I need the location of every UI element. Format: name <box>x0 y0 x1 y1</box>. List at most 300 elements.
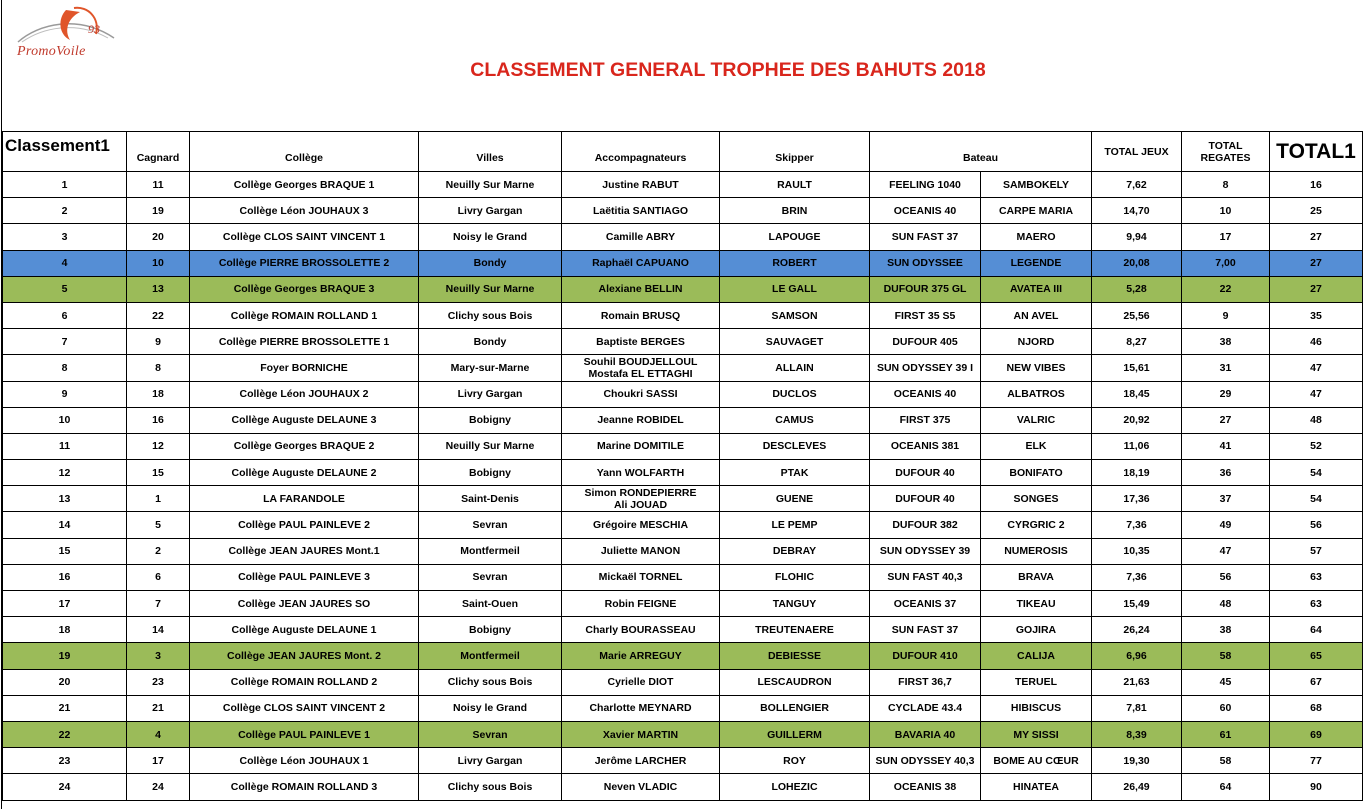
accompagnateur-cell <box>562 198 720 224</box>
rank-cell: 9 <box>3 381 127 407</box>
bateau-modele-cell: SUN ODYSSEY 39 I <box>870 355 981 381</box>
bateau-nom-cell: NJORD <box>981 329 1092 355</box>
skipper-cell: SAMSON <box>720 302 870 328</box>
total-jeux-cell: 10,35 <box>1092 538 1182 564</box>
cagnard-cell: 16 <box>127 407 190 433</box>
total-regates-cell: 38 <box>1182 329 1270 355</box>
rank-cell: 10 <box>3 407 127 433</box>
accompagnateur-cell <box>562 748 720 774</box>
accompagnateur-name: Mostafa EL ETTAGHI <box>588 367 693 380</box>
table-row <box>3 329 1363 355</box>
skipper-cell: LAPOUGE <box>720 224 870 250</box>
total1-cell: 69 <box>1270 721 1363 747</box>
table-row <box>3 460 1363 486</box>
bateau-modele-cell: SUN ODYSSEY 39 <box>870 538 981 564</box>
total-regates-cell: 8 <box>1182 172 1270 198</box>
total1-cell: 57 <box>1270 538 1363 564</box>
cagnard-cell: 22 <box>127 302 190 328</box>
skipper-cell: LE PEMP <box>720 512 870 538</box>
accompagnateur-cell <box>562 460 720 486</box>
table-row <box>3 564 1363 590</box>
bateau-modele-cell: FEELING 1040 <box>870 172 981 198</box>
accompagnateur-name: Mickaël TORNEL <box>598 571 683 584</box>
total1-cell: 47 <box>1270 355 1363 381</box>
ville-cell: Clichy sous Bois <box>419 669 562 695</box>
cagnard-cell: 18 <box>127 381 190 407</box>
ville-cell: Bobigny <box>419 617 562 643</box>
skipper-cell: GUILLERM <box>720 721 870 747</box>
bateau-nom-cell: BRAVA <box>981 564 1092 590</box>
accompagnateur-cell <box>562 486 720 512</box>
total-jeux-cell: 19,30 <box>1092 748 1182 774</box>
total-jeux-cell: 14,70 <box>1092 198 1182 224</box>
cagnard-cell: 8 <box>127 355 190 381</box>
rank-cell: 6 <box>3 302 127 328</box>
total1-cell: 63 <box>1270 564 1363 590</box>
bateau-modele-cell: DUFOUR 382 <box>870 512 981 538</box>
rank-cell: 1 <box>3 172 127 198</box>
rank-cell: 18 <box>3 617 127 643</box>
bateau-modele-cell: SUN ODYSSEE <box>870 250 981 276</box>
cagnard-cell: 7 <box>127 591 190 617</box>
rank-cell: 2 <box>3 198 127 224</box>
total-regates-cell: 61 <box>1182 721 1270 747</box>
cagnard-cell: 12 <box>127 433 190 459</box>
total1-cell: 65 <box>1270 643 1363 669</box>
rank-cell: 8 <box>3 355 127 381</box>
total-regates-cell: 7,00 <box>1182 250 1270 276</box>
accompagnateur-name: Xavier MARTIN <box>602 728 679 741</box>
table-row <box>3 224 1363 250</box>
rank-cell: 24 <box>3 774 127 800</box>
college-cell: Collège CLOS SAINT VINCENT 2 <box>190 695 419 721</box>
table-row <box>3 538 1363 564</box>
college-cell: LA FARANDOLE <box>190 486 419 512</box>
rank-cell: 23 <box>3 748 127 774</box>
cagnard-cell: 5 <box>127 512 190 538</box>
total-regates-cell: 29 <box>1182 381 1270 407</box>
total1-cell: 67 <box>1270 669 1363 695</box>
accompagnateur-cell <box>562 355 720 381</box>
total-jeux-cell: 6,96 <box>1092 643 1182 669</box>
accompagnateur-cell <box>562 669 720 695</box>
rank-cell: 19 <box>3 643 127 669</box>
bateau-modele-cell: DUFOUR 375 GL <box>870 276 981 302</box>
table-row <box>3 512 1363 538</box>
header-skipper: Skipper <box>720 132 870 172</box>
total-regates-cell: 22 <box>1182 276 1270 302</box>
college-cell: Collège PIERRE BROSSOLETTE 2 <box>190 250 419 276</box>
table-row <box>3 381 1363 407</box>
college-cell: Collège Georges BRAQUE 1 <box>190 172 419 198</box>
accompagnateur-cell <box>562 172 720 198</box>
total1-cell: 47 <box>1270 381 1363 407</box>
college-cell: Foyer BORNICHE <box>190 355 419 381</box>
total-jeux-cell: 26,49 <box>1092 774 1182 800</box>
total1-cell: 54 <box>1270 486 1363 512</box>
skipper-cell: LESCAUDRON <box>720 669 870 695</box>
accompagnateur-cell <box>562 381 720 407</box>
header-bateau: Bateau <box>870 132 1092 172</box>
total-jeux-cell: 7,62 <box>1092 172 1182 198</box>
bateau-nom-cell: CARPE MARIA <box>981 198 1092 224</box>
accompagnateur-cell <box>562 224 720 250</box>
rank-cell: 5 <box>3 276 127 302</box>
total-regates-cell: 10 <box>1182 198 1270 224</box>
table-row <box>3 433 1363 459</box>
accompagnateur-name: Marine DOMITILE <box>597 440 684 453</box>
total1-cell: 64 <box>1270 617 1363 643</box>
total1-cell: 56 <box>1270 512 1363 538</box>
skipper-cell: DUCLOS <box>720 381 870 407</box>
skipper-cell: BRIN <box>720 198 870 224</box>
header-total-regates <box>1182 132 1270 172</box>
bateau-nom-cell: NEW VIBES <box>981 355 1092 381</box>
bateau-modele-cell: FIRST 35 S5 <box>870 302 981 328</box>
total-jeux-cell: 8,39 <box>1092 721 1182 747</box>
total-regates-cell: 37 <box>1182 486 1270 512</box>
rank-cell: 13 <box>3 486 127 512</box>
table-row <box>3 302 1363 328</box>
bateau-modele-cell: SUN FAST 37 <box>870 224 981 250</box>
logo-number: 93 <box>88 22 100 36</box>
table-row <box>3 748 1363 774</box>
total-regates-cell: 48 <box>1182 591 1270 617</box>
accompagnateur-name: Yann WOLFARTH <box>596 466 685 479</box>
total1-cell: 54 <box>1270 460 1363 486</box>
total-regates-cell: 27 <box>1182 407 1270 433</box>
accompagnateur-name: Justine RABUT <box>602 178 679 191</box>
skipper-cell: ROBERT <box>720 250 870 276</box>
cagnard-cell: 20 <box>127 224 190 250</box>
accompagnateur-cell <box>562 695 720 721</box>
header-total-jeux: TOTAL JEUX <box>1092 132 1182 172</box>
college-cell: Collège Auguste DELAUNE 2 <box>190 460 419 486</box>
cagnard-cell: 11 <box>127 172 190 198</box>
total-jeux-cell: 17,36 <box>1092 486 1182 512</box>
bateau-nom-cell: TIKEAU <box>981 591 1092 617</box>
bateau-modele-cell: DUFOUR 40 <box>870 486 981 512</box>
header-total-regates-line1: TOTAL <box>1208 139 1243 152</box>
total1-cell: 48 <box>1270 407 1363 433</box>
accompagnateur-cell <box>562 276 720 302</box>
table-row <box>3 198 1363 224</box>
bateau-modele-cell: SUN FAST 40,3 <box>870 564 981 590</box>
total-jeux-cell: 20,08 <box>1092 250 1182 276</box>
skipper-cell: TANGUY <box>720 591 870 617</box>
skipper-cell: DESCLEVES <box>720 433 870 459</box>
accompagnateur-name: Baptiste BERGES <box>596 335 685 348</box>
header-college: Collège <box>190 132 419 172</box>
bateau-nom-cell: ALBATROS <box>981 381 1092 407</box>
rank-cell: 11 <box>3 433 127 459</box>
ranking-rows <box>3 172 1363 801</box>
ville-cell: Mary-sur-Marne <box>419 355 562 381</box>
bateau-modele-cell: FIRST 36,7 <box>870 669 981 695</box>
total-regates-cell: 58 <box>1182 643 1270 669</box>
ville-cell: Neuilly Sur Marne <box>419 433 562 459</box>
college-cell: Collège JEAN JAURES SO <box>190 591 419 617</box>
total1-cell: 63 <box>1270 591 1363 617</box>
ranking-table <box>2 131 1363 801</box>
ville-cell: Montfermeil <box>419 538 562 564</box>
table-row <box>3 721 1363 747</box>
total1-cell: 68 <box>1270 695 1363 721</box>
college-cell: Collège PAUL PAINLEVE 2 <box>190 512 419 538</box>
accompagnateur-name: Juliette MANON <box>600 545 681 558</box>
skipper-cell: CAMUS <box>720 407 870 433</box>
total-jeux-cell: 21,63 <box>1092 669 1182 695</box>
rank-cell: 15 <box>3 538 127 564</box>
accompagnateur-name: Choukri SASSI <box>603 388 678 401</box>
skipper-cell: SAUVAGET <box>720 329 870 355</box>
bateau-modele-cell: CYCLADE 43.4 <box>870 695 981 721</box>
rank-cell: 22 <box>3 721 127 747</box>
page-title: CLASSEMENT GENERAL TROPHEE DES BAHUTS 2018 <box>470 59 986 81</box>
total-regates-cell: 45 <box>1182 669 1270 695</box>
cagnard-cell: 1 <box>127 486 190 512</box>
bateau-nom-cell: LEGENDE <box>981 250 1092 276</box>
bateau-nom-cell: ELK <box>981 433 1092 459</box>
skipper-cell: DEBRAY <box>720 538 870 564</box>
table-row <box>3 276 1363 302</box>
bateau-modele-cell: OCEANIS 381 <box>870 433 981 459</box>
skipper-cell: LOHEZIC <box>720 774 870 800</box>
total-regates-cell: 36 <box>1182 460 1270 486</box>
bateau-nom-cell: TERUEL <box>981 669 1092 695</box>
ville-cell: Saint-Ouen <box>419 591 562 617</box>
bateau-modele-cell: DUFOUR 40 <box>870 460 981 486</box>
accompagnateur-cell <box>562 643 720 669</box>
total-jeux-cell: 20,92 <box>1092 407 1182 433</box>
total-regates-cell: 49 <box>1182 512 1270 538</box>
bateau-modele-cell: FIRST 375 <box>870 407 981 433</box>
accompagnateur-cell <box>562 302 720 328</box>
total-jeux-cell: 7,36 <box>1092 512 1182 538</box>
college-cell: Collège Auguste DELAUNE 3 <box>190 407 419 433</box>
table-row <box>3 669 1363 695</box>
rank-cell: 16 <box>3 564 127 590</box>
total-regates-cell: 38 <box>1182 617 1270 643</box>
total-jeux-cell: 15,49 <box>1092 591 1182 617</box>
ville-cell: Livry Gargan <box>419 748 562 774</box>
cagnard-cell: 23 <box>127 669 190 695</box>
bateau-nom-cell: HINATEA <box>981 774 1092 800</box>
accompagnateur-name: Cyrielle DIOT <box>607 676 674 689</box>
rank-cell: 20 <box>3 669 127 695</box>
total1-cell: 52 <box>1270 433 1363 459</box>
bateau-nom-cell: VALRIC <box>981 407 1092 433</box>
total-jeux-cell: 9,94 <box>1092 224 1182 250</box>
college-cell: Collège Georges BRAQUE 3 <box>190 276 419 302</box>
bateau-nom-cell: AN AVEL <box>981 302 1092 328</box>
header-total-regates-line2: REGATES <box>1200 151 1251 164</box>
accompagnateur-name: Charlotte MEYNARD <box>589 702 692 715</box>
bateau-nom-cell: BONIFATO <box>981 460 1092 486</box>
college-cell: Collège Georges BRAQUE 2 <box>190 433 419 459</box>
total-regates-cell: 9 <box>1182 302 1270 328</box>
cagnard-cell: 9 <box>127 329 190 355</box>
total-jeux-cell: 25,56 <box>1092 302 1182 328</box>
ville-cell: Neuilly Sur Marne <box>419 172 562 198</box>
cagnard-cell: 15 <box>127 460 190 486</box>
accompagnateur-name: Camille ABRY <box>605 230 676 243</box>
accompagnateur-name: Alexiane BELLIN <box>598 283 683 296</box>
bateau-modele-cell: OCEANIS 40 <box>870 381 981 407</box>
table-row <box>3 591 1363 617</box>
accompagnateur-cell <box>562 407 720 433</box>
college-cell: Collège ROMAIN ROLLAND 3 <box>190 774 419 800</box>
accompagnateur-name: Souhil BOUDJELLOUL <box>583 355 698 368</box>
header-villes: Villes <box>419 132 562 172</box>
accompagnateur-cell <box>562 774 720 800</box>
ville-cell: Neuilly Sur Marne <box>419 276 562 302</box>
total-regates-cell: 17 <box>1182 224 1270 250</box>
rank-cell: 4 <box>3 250 127 276</box>
accompagnateur-name: Laëtitia SANTIAGO <box>592 204 689 217</box>
total1-cell: 27 <box>1270 276 1363 302</box>
table-row <box>3 172 1363 198</box>
bateau-nom-cell: BOME AU CŒUR <box>981 748 1092 774</box>
bateau-modele-cell: OCEANIS 38 <box>870 774 981 800</box>
accompagnateur-cell <box>562 512 720 538</box>
skipper-cell: RAULT <box>720 172 870 198</box>
table-row <box>3 355 1363 381</box>
bateau-nom-cell: MAERO <box>981 224 1092 250</box>
total1-cell: 16 <box>1270 172 1363 198</box>
total-regates-cell: 47 <box>1182 538 1270 564</box>
bateau-modele-cell: OCEANIS 37 <box>870 591 981 617</box>
total-jeux-cell: 11,06 <box>1092 433 1182 459</box>
college-cell: Collège PAUL PAINLEVE 3 <box>190 564 419 590</box>
bateau-modele-cell: SUN FAST 37 <box>870 617 981 643</box>
bateau-nom-cell: HIBISCUS <box>981 695 1092 721</box>
total1-cell: 90 <box>1270 774 1363 800</box>
accompagnateur-name: Neven VLADIC <box>603 780 678 793</box>
accompagnateur-cell <box>562 538 720 564</box>
total-jeux-cell: 5,28 <box>1092 276 1182 302</box>
ville-cell: Saint-Denis <box>419 486 562 512</box>
total1-cell: 77 <box>1270 748 1363 774</box>
bateau-nom-cell: SAMBOKELY <box>981 172 1092 198</box>
header-classement: Classement1 <box>3 132 127 172</box>
cagnard-cell: 13 <box>127 276 190 302</box>
accompagnateur-name: Simon RONDEPIERRE <box>584 486 697 499</box>
ville-cell: Noisy le Grand <box>419 224 562 250</box>
total-regates-cell: 64 <box>1182 774 1270 800</box>
skipper-cell: LE GALL <box>720 276 870 302</box>
table-row <box>3 695 1363 721</box>
total1-cell: 35 <box>1270 302 1363 328</box>
bateau-nom-cell: CYRGRIC 2 <box>981 512 1092 538</box>
header-total1: TOTAL1 <box>1270 132 1363 172</box>
skipper-cell: TREUTENAERE <box>720 617 870 643</box>
table-row <box>3 617 1363 643</box>
promovoile-logo <box>8 4 118 60</box>
college-cell: Collège PIERRE BROSSOLETTE 1 <box>190 329 419 355</box>
accompagnateur-name: Raphaël CAPUANO <box>592 257 689 270</box>
skipper-cell: PTAK <box>720 460 870 486</box>
bateau-nom-cell: GOJIRA <box>981 617 1092 643</box>
cagnard-cell: 21 <box>127 695 190 721</box>
ville-cell: Montfermeil <box>419 643 562 669</box>
accompagnateur-name: Robin FEIGNE <box>604 597 677 610</box>
skipper-cell: ROY <box>720 748 870 774</box>
college-cell: Collège Léon JOUHAUX 2 <box>190 381 419 407</box>
total-jeux-cell: 7,36 <box>1092 564 1182 590</box>
skipper-cell: BOLLENGIER <box>720 695 870 721</box>
accompagnateur-cell <box>562 564 720 590</box>
rank-cell: 12 <box>3 460 127 486</box>
cagnard-cell: 6 <box>127 564 190 590</box>
ville-cell: Clichy sous Bois <box>419 774 562 800</box>
bateau-modele-cell: SUN ODYSSEY 40,3 <box>870 748 981 774</box>
college-cell: Collège PAUL PAINLEVE 1 <box>190 721 419 747</box>
ville-cell: Livry Gargan <box>419 198 562 224</box>
total1-cell: 25 <box>1270 198 1363 224</box>
accompagnateur-name: Jerôme LARCHER <box>594 754 687 767</box>
bateau-modele-cell: DUFOUR 410 <box>870 643 981 669</box>
bateau-nom-cell: CALIJA <box>981 643 1092 669</box>
bateau-nom-cell: NUMEROSIS <box>981 538 1092 564</box>
accompagnateur-name: Ali JOUAD <box>613 498 668 511</box>
college-cell: Collège ROMAIN ROLLAND 2 <box>190 669 419 695</box>
logo-text: PromoVoile <box>17 44 86 59</box>
skipper-cell: DEBIESSE <box>720 643 870 669</box>
rank-cell: 7 <box>3 329 127 355</box>
table-row <box>3 643 1363 669</box>
cagnard-cell: 4 <box>127 721 190 747</box>
header-accompagnateurs: Accompagnateurs <box>562 132 720 172</box>
ville-cell: Noisy le Grand <box>419 695 562 721</box>
total-jeux-cell: 18,19 <box>1092 460 1182 486</box>
accompagnateur-name: Marie ARREGUY <box>599 649 682 662</box>
total1-cell: 46 <box>1270 329 1363 355</box>
rank-cell: 17 <box>3 591 127 617</box>
accompagnateur-cell <box>562 721 720 747</box>
ville-cell: Bondy <box>419 329 562 355</box>
bateau-modele-cell: BAVARIA 40 <box>870 721 981 747</box>
accompagnateur-cell <box>562 617 720 643</box>
ville-cell: Clichy sous Bois <box>419 302 562 328</box>
total-jeux-cell: 15,61 <box>1092 355 1182 381</box>
college-cell: Collège CLOS SAINT VINCENT 1 <box>190 224 419 250</box>
rank-cell: 14 <box>3 512 127 538</box>
ville-cell: Bobigny <box>419 407 562 433</box>
accompagnateur-name: Grégoire MESCHIA <box>592 519 689 532</box>
accompagnateur-cell <box>562 591 720 617</box>
total-regates-cell: 56 <box>1182 564 1270 590</box>
table-row <box>3 486 1363 512</box>
rank-cell: 3 <box>3 224 127 250</box>
bateau-modele-cell: OCEANIS 40 <box>870 198 981 224</box>
accompagnateur-name: Romain BRUSQ <box>600 309 681 322</box>
total-jeux-cell: 7,81 <box>1092 695 1182 721</box>
cagnard-cell: 17 <box>127 748 190 774</box>
accompagnateur-cell <box>562 329 720 355</box>
bateau-nom-cell: SONGES <box>981 486 1092 512</box>
ville-cell: Livry Gargan <box>419 381 562 407</box>
table-row <box>3 250 1363 276</box>
total-regates-cell: 41 <box>1182 433 1270 459</box>
cagnard-cell: 19 <box>127 198 190 224</box>
cagnard-cell: 24 <box>127 774 190 800</box>
cagnard-cell: 14 <box>127 617 190 643</box>
rank-cell: 21 <box>3 695 127 721</box>
total-regates-cell: 31 <box>1182 355 1270 381</box>
total1-cell: 27 <box>1270 224 1363 250</box>
college-cell: Collège ROMAIN ROLLAND 1 <box>190 302 419 328</box>
